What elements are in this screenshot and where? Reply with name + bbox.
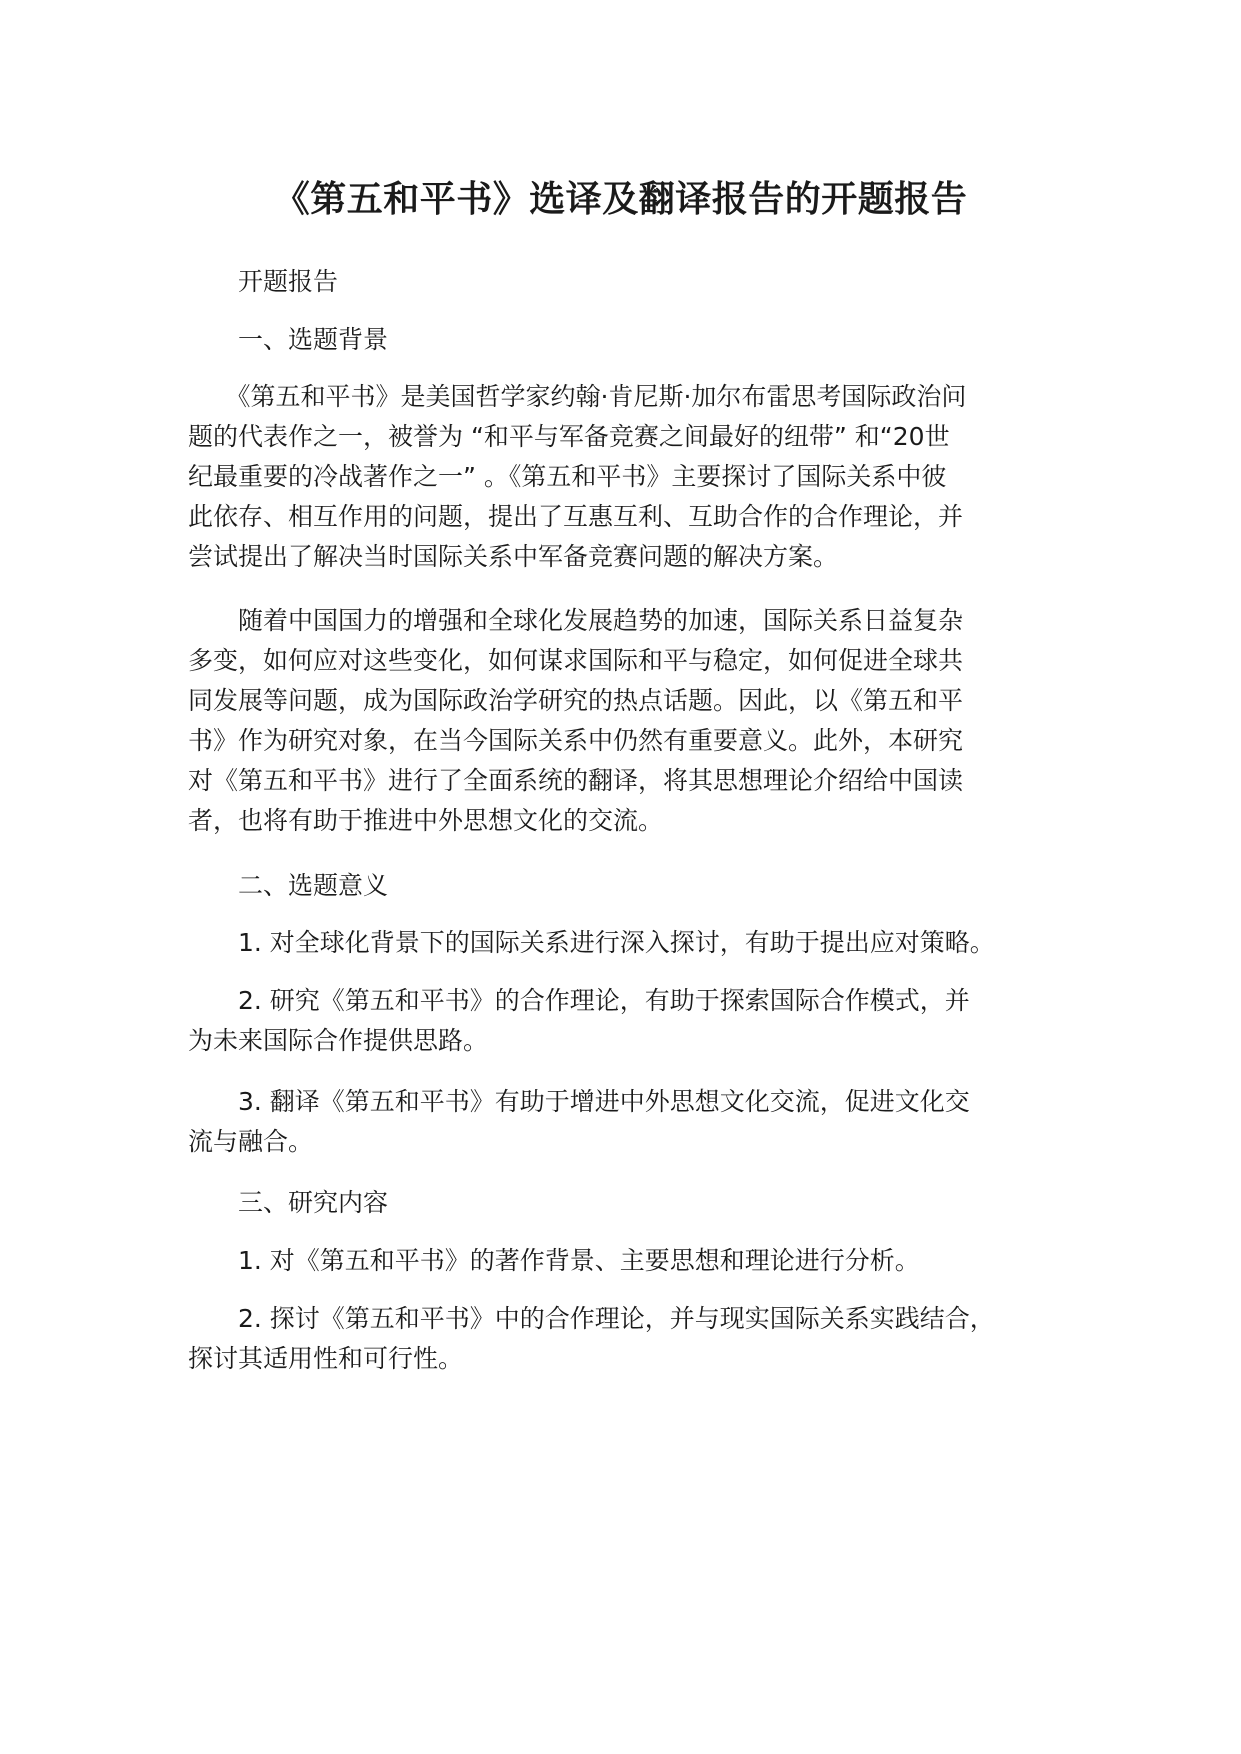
paragraph-line: 多变，如何应对这些变化，如何谋求国际和平与稳定，如何促进全球共 [188, 646, 964, 675]
paragraph-line: 尝试提出了解决当时国际关系中军备竞赛问题的解决方案。 [188, 542, 839, 571]
section3-item-2 [188, 1299, 1068, 1379]
paragraph-line: 对《第五和平书》进行了全面系统的翻译，将其思想理论介绍给中国读 [188, 766, 964, 795]
section2-item-1 [188, 923, 1068, 963]
report-heading-indent [188, 267, 238, 296]
paragraph-line: 《第五和平书》是美国哲学家约翰·肯尼斯·加尔布雷思考国际政治问 [188, 382, 967, 411]
section2-heading-label: 二、选题意义 [238, 871, 389, 900]
paragraph-line: 2. 探讨《第五和平书》中的合作理论，并与现实国际关系实践结合， [188, 1304, 995, 1333]
paragraph-line: 纪最重要的冷战著作之一” 。《第五和平书》主要探讨了国际关系中彼 [188, 462, 947, 491]
section1-heading-label: 一、选题背景 [238, 325, 389, 354]
paragraph-line: 2. 研究《第五和平书》的合作理论，有助于探索国际合作模式，并 [188, 986, 970, 1015]
section1-heading [188, 320, 1068, 360]
report-heading-text [188, 262, 1068, 302]
paragraph-line: 流与融合。 [188, 1127, 314, 1156]
section2-heading-indent [188, 871, 238, 900]
section1-heading-indent [188, 325, 238, 354]
section1-heading-text [188, 320, 1068, 360]
paragraph-line: 探讨其适用性和可行性。 [188, 1344, 464, 1373]
paragraph-line: 随着中国国力的增强和全球化发展趋势的加速，国际关系日益复杂 [188, 606, 964, 635]
report-heading-label: 开题报告 [238, 267, 339, 296]
section3-heading-indent [188, 1188, 238, 1217]
section2-item-2 [188, 981, 1068, 1061]
section3-heading-label: 三、研究内容 [238, 1188, 389, 1217]
paragraph-line: 3. 翻译《第五和平书》有助于增进中外思想文化交流，促进文化交 [188, 1087, 970, 1116]
document-title: 《第五和平书》选译及翻译报告的开题报告 [273, 179, 968, 220]
paragraph-line: 1. 对《第五和平书》的著作背景、主要思想和理论进行分析。 [188, 1246, 920, 1275]
section3-item-1 [188, 1241, 1068, 1281]
section3-heading [188, 1183, 1068, 1223]
section1-paragraph-2 [188, 601, 1068, 841]
section3-heading-text [188, 1183, 1068, 1223]
paragraph-line: 书》作为研究对象，在当今国际关系中仍然有重要意义。此外，本研究 [188, 726, 964, 755]
section2-heading [188, 866, 1068, 906]
section2-item-3 [188, 1082, 1068, 1162]
paragraph-line: 题的代表作之一，被誉为 “和平与军备竞赛之间最好的纽带” 和“20世 [188, 422, 950, 451]
paragraph-line: 1. 对全球化背景下的国际关系进行深入探讨，有助于提出应对策略。 [188, 928, 995, 957]
paragraph-line: 为未来国际合作提供思路。 [188, 1026, 489, 1055]
paragraph-line: 者，也将有助于推进中外思想文化的交流。 [188, 806, 664, 835]
section2-heading-text [188, 866, 1068, 906]
paragraph-line: 此依存、相互作用的问题，提出了互惠互利、互助合作的合作理论，并 [188, 502, 964, 531]
report-heading [188, 262, 1068, 302]
section1-paragraph-1 [188, 377, 1068, 577]
paragraph-line: 同发展等问题，成为国际政治学研究的热点话题。因此，以《第五和平 [188, 686, 964, 715]
